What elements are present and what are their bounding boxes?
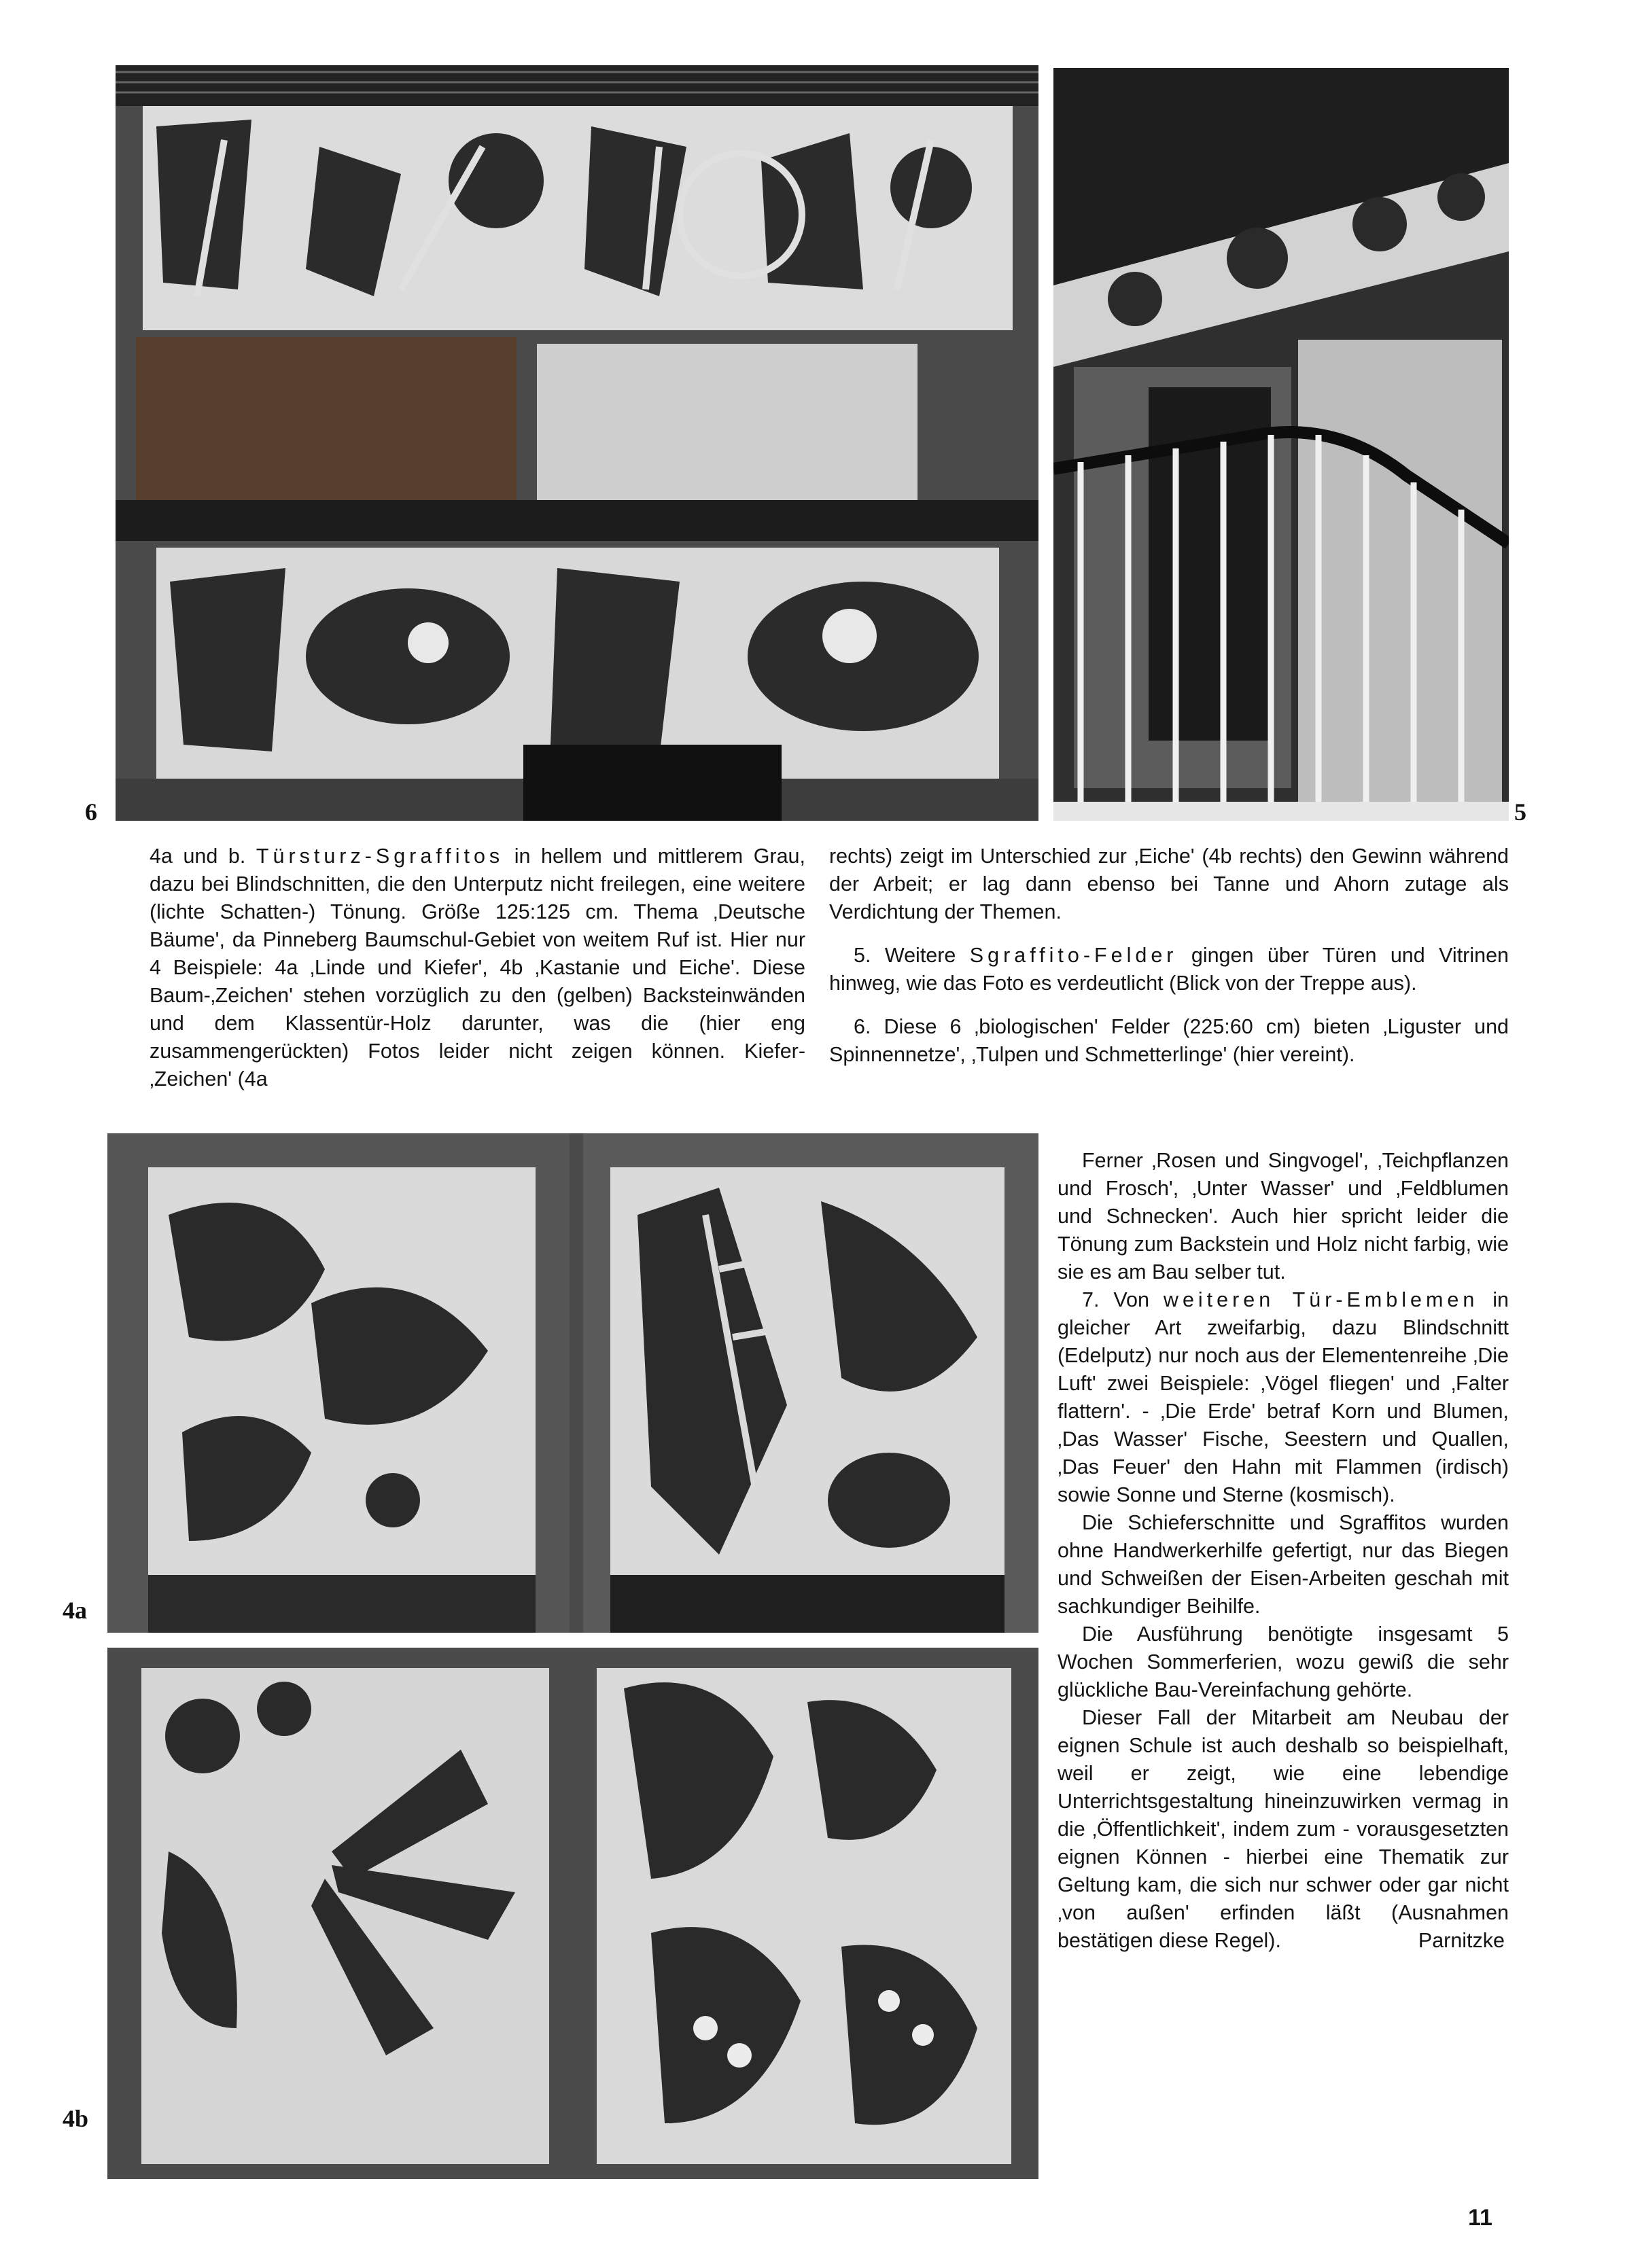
figure-label-4a: 4a [63,1597,87,1624]
author-name: Parnitzke [1418,1929,1505,1952]
photo-stairwell [1053,68,1509,821]
page-number: 11 [1468,2205,1492,2231]
paragraph-ausfuehrung: Die Ausführung benötigte insgesamt 5 Wochen Sommerferien, wozu gewiß die sehr glückliche Bau-Vereinfachung gehörte. [1058,1623,1509,1701]
caption-lead: 4a und b. [150,845,246,868]
paragraph-schieferschnitte: Die Schieferschnitte und Sgraffitos wurden ohne Handwerkerhilfe gefertigt, nur das Biegen und Schweißen der Eisen-Arbeiten geschah mit sachkundiger Beihilfe. [1058,1511,1509,1618]
figure-label-5: 5 [1514,798,1526,826]
paragraph-5-spaced: Sgraffito-Felder [969,944,1178,967]
text-caption-4ab [150,843,805,1093]
figure-label-4b: 4b [63,2105,89,2132]
paragraph-7-spaced: weiteren Tür-Emblemen [1163,1288,1479,1311]
photo-sgraffito-friezes [116,65,1038,821]
photo-4a-linde-kiefer [107,1133,1038,1633]
photo-4b-kastanie-eiche [107,1648,1038,2179]
caption-body: in hellem und mittlerem Grau, dazu bei Blindschnitten, die den Unterputz nicht freilegen, eine weitere (lichte Schatten-) Tönung. Größe 125:125 cm. Thema ‚Deutsche Bäume', da Pinneberg Baumschul-Gebiet von weitem Ruf ist. Hier nur 4 Beispiele: 4a ‚Linde und Kiefer', 4b ‚Kastanie und Eiche'. Diese Baum-‚Zeichen' stehen vorzüglich zu den (gelben) Backsteinwänden und dem Klassentür-Holz darunter, was die (hier eng zusammengerückten) Fotos leider nicht zeigen können. Kiefer-‚Zeichen' (4a [150,845,805,1091]
text-column-right-bottom: Ferner ‚Rosen und Singvogel', ‚Teichpflanzen und Frosch', ‚Unter Wasser' und ‚Feldblumen und Schnecken'. Auch hier spricht leider die Tönung zum Backstein und Holz nicht farbig, wie sie es am Bau selber tut. 7. Von weiteren Tür-Emblemen in gleicher Art zweifarbig, dazu Blindschnitt (Edelputz) nur noch aus der Elementenreihe ‚Die Luft' zwei Beispiele: ‚Vögel fliegen' und ‚Falter flattern'. - ‚Die Erde' betraf Korn und Blumen, ‚Das Wasser' Fische, Seestern und Quallen, ‚Das Feuer' den Hahn mit Flammen (irdisch) sowie Sonne und Sterne (kosmisch). Die Schieferschnitte und Sgraffitos wurden ohne Handwerkerhilfe gefertigt, nur das Biegen und Schweißen der Eisen-Arbeiten geschah mit sachkundiger Beihilfe. Die Ausführung benötigte insgesamt 5 Wochen Sommerferien, wozu gewiß die sehr glückliche Bau-Vereinfachung gehörte. Dieser Fall der Mitarbeit am Neubau der eignen Schule ist auch deshalb so beispielhaft, weil er zeigt, wie eine lebendige Unterrichtsgestaltung hineinzuwirken vermag in die ‚Öffentlichkeit', indem zum - vorausgesetzten eignen Können - hierbei eine Thematik zur Geltung kam, die sich nur schwer oder gar nicht ‚von außen' erfinden läßt (Ausnahmen bestätigen diese Regel). Parnitzke [1058,1147,1509,1955]
paragraph-6: 6. Diese 6 ‚biologischen' Felder (225:60 cm) bieten ‚Liguster und Spinnennetze', ‚Tulpen und Schmetterlinge' (hier vereint). [829,1015,1509,1066]
figure-label-6: 6 [85,798,97,826]
caption-spaced-title: Türsturz-Sgraffitos [256,845,504,868]
text-column-right-top: rechts) zeigt im Unterschied zur ‚Eiche' (4b rechts) den Gewinn während der Arbeit; er lag dann ebenso bei Tanne und Ahorn zutage als Verdichtung der Themen. 5. Weitere Sgraffito-Felder gingen über Türen und Vitrinen hinweg, wie das Foto es verdeutlicht (Blick von der Treppe aus). 6. Diese 6 ‚biologischen' Felder (225:60 cm) bieten ‚Liguster und Spinnennetze', ‚Tulpen und Schmetterlinge' (hier vereint). [829,843,1509,1084]
paragraph-conclusion: Dieser Fall der Mitarbeit am Neubau der eignen Schule ist auch deshalb so beispielhaft, weil er zeigt, wie eine lebendige Unterrichtsgestaltung hineinzuwirken vermag in die ‚Öffentlichkeit', indem zum - vorausgesetzten eignen Können - hierbei eine Thematik zur Geltung kam, die sich nur schwer oder gar nicht ‚von außen' erfinden läßt (Ausnahmen bestätigen diese Regel). [1058,1706,1509,1952]
paragraph-kiefer: rechts) zeigt im Unterschied zur ‚Eiche' (4b rechts) den Gewinn während der Arbeit; er lag dann ebenso bei Tanne und Ahorn zutage als Verdichtung der Themen. [829,845,1509,923]
paragraph-ferner: Ferner ‚Rosen und Singvogel', ‚Teichpflanzen und Frosch', ‚Unter Wasser' und ‚Feldblumen und Schnecken'. Auch hier spricht leider die Tönung zum Backstein und Holz nicht farbig, wie sie es am Bau selber tut. [1058,1149,1509,1283]
